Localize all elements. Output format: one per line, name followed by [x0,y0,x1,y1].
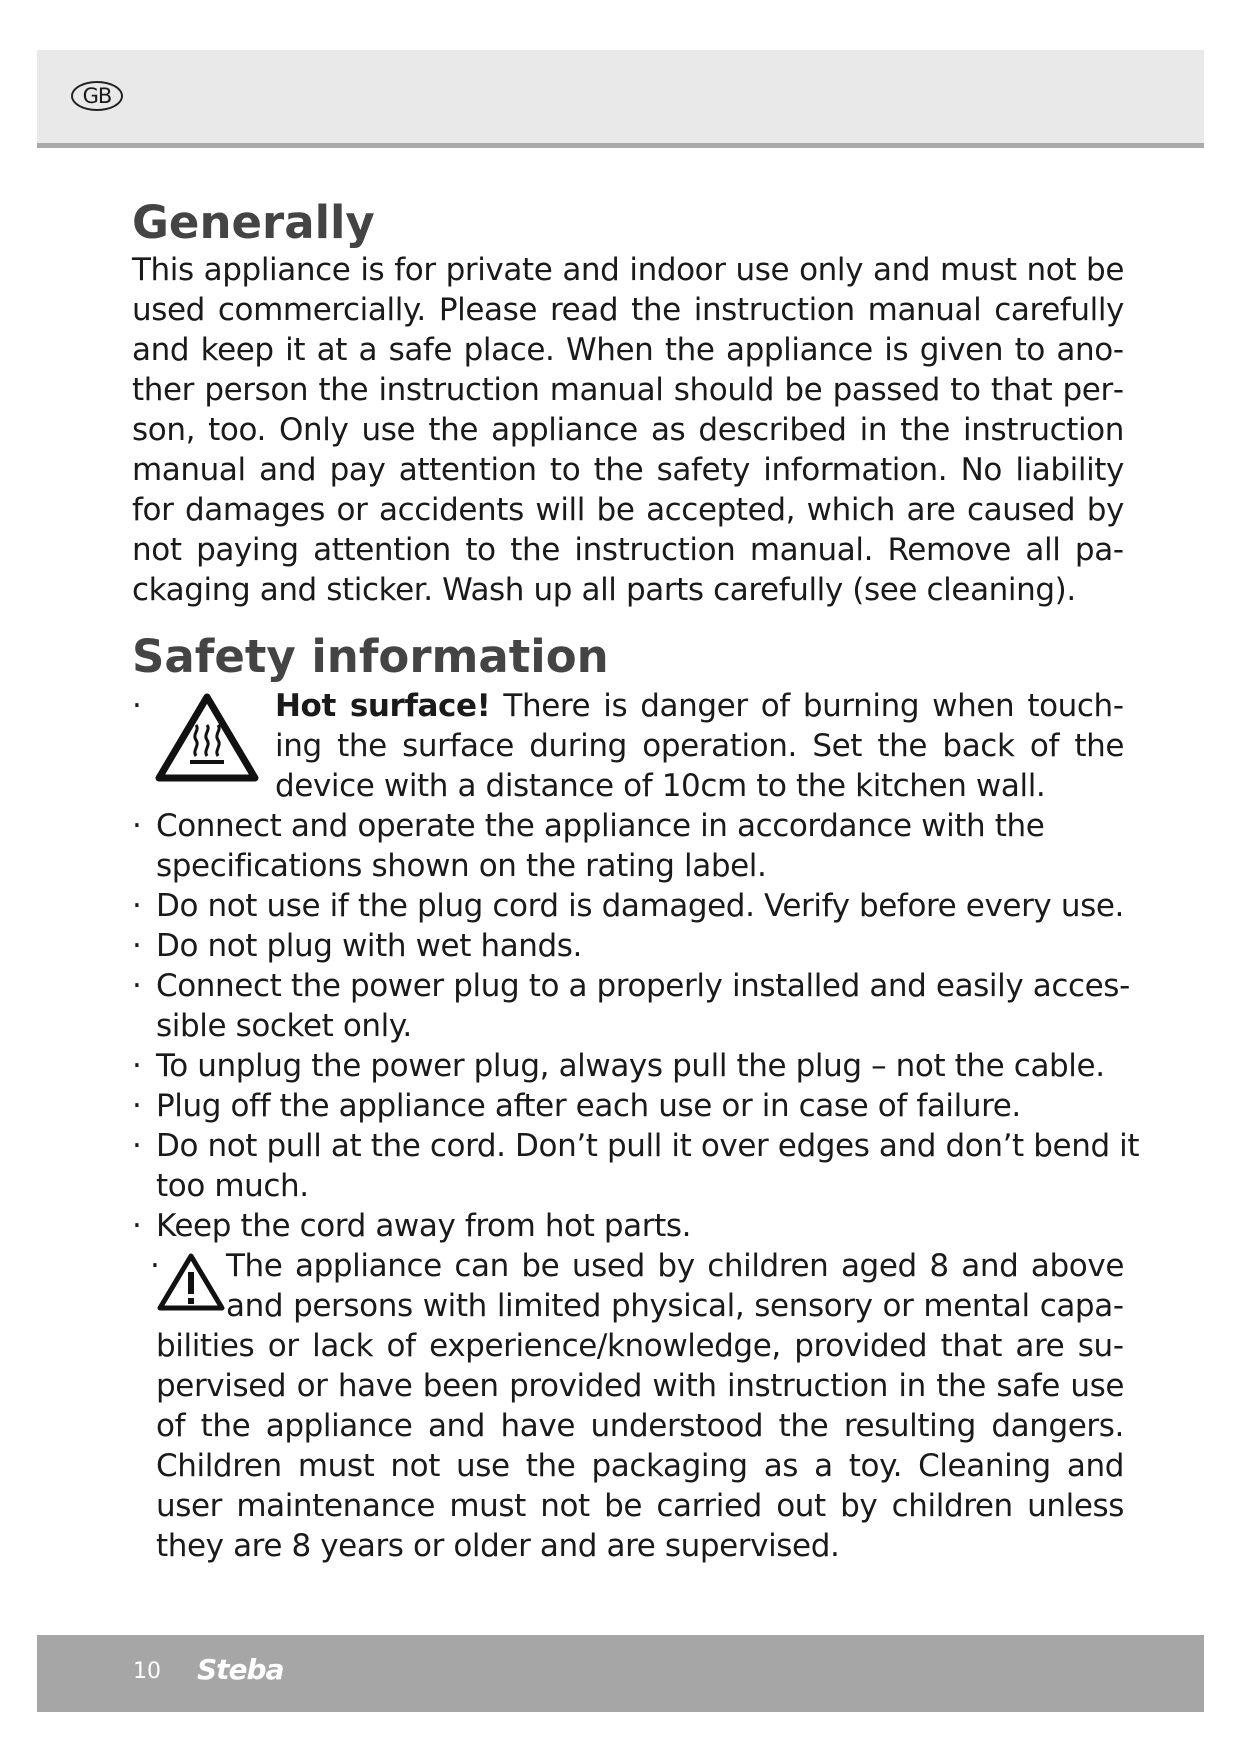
list-item: · Keep the cord away from hot parts. [132,1206,1152,1246]
list-item: · To unplug the power plug, always pull the plug – not the cable. [132,1046,1152,1086]
hot-surface-label: Hot surface! [275,688,491,724]
general-paragraph: This appliance is for private and indoor use only and must not be used commercially. Please read the instruction manual carefully and keep it at a safe place. When the appliance is given to another person the instruction manual should be passed to that person, too. Only use the appliance as described in the instruction manual and pay attention to the safety information. No liability for damages or accidents will be accepted, which are caused by not paying attention to the instruction manual. Remove all packaging and sticker. Wash up all parts carefully (see cleaning). [132,252,1124,608]
list-item: · Do not use if the plug cord is damaged. Verify before every use. [132,886,1152,926]
hot-surface-warning [132,686,1152,806]
children-caution-text: The appliance can be used by children aged 8 and above and persons with limited physical, sensory or mental capabilities or lack of experience/knowledge, provided that are supervised or have been provided with instruction in the safe use of the appliance and have understood the resulting dangers. Children must not use the packaging as a toy. Cleaning and user maintenance must not be carried out by children unless they are 8 years or older and are supervised. [156,1248,1124,1564]
page-content [132,196,1152,1566]
section-title-generally: Generally [132,196,375,249]
section-title-safety: Safety information [132,630,609,683]
hot-surface-icon [154,692,260,784]
list-item: · Do not pull at the cord. Don’t pull it over edges and don’t bend it too much. [132,1126,1152,1206]
children-caution [132,1246,1152,1566]
list-item: · Plug off the appliance after each use or in case of failure. [132,1086,1152,1126]
caution-text-wrapper [156,1246,1124,1566]
brand-logo: Steba [197,1653,284,1686]
footer-band [37,1635,1204,1712]
bullet: · [132,688,142,724]
hot-surface-description: There is danger of burning when touching the surface during operation. Set the back of the device with a distance of 10cm to the kitchen wall. [275,688,1124,804]
list-item: · Connect and operate the appliance in accordance with the specifications shown on the rating label. [132,806,1152,886]
page-number: 10 [133,1659,161,1684]
caution-icon [156,1252,226,1312]
list-item: · Do not plug with wet hands. [132,926,1152,966]
header-band [37,50,1204,148]
list-item: · Connect the power plug to a properly installed and easily accessible socket only. [132,966,1152,1046]
hot-surface-text [275,686,1124,806]
safety-list [132,806,1152,1246]
language-badge: GB [71,81,123,111]
bullet: · [150,1248,160,1284]
